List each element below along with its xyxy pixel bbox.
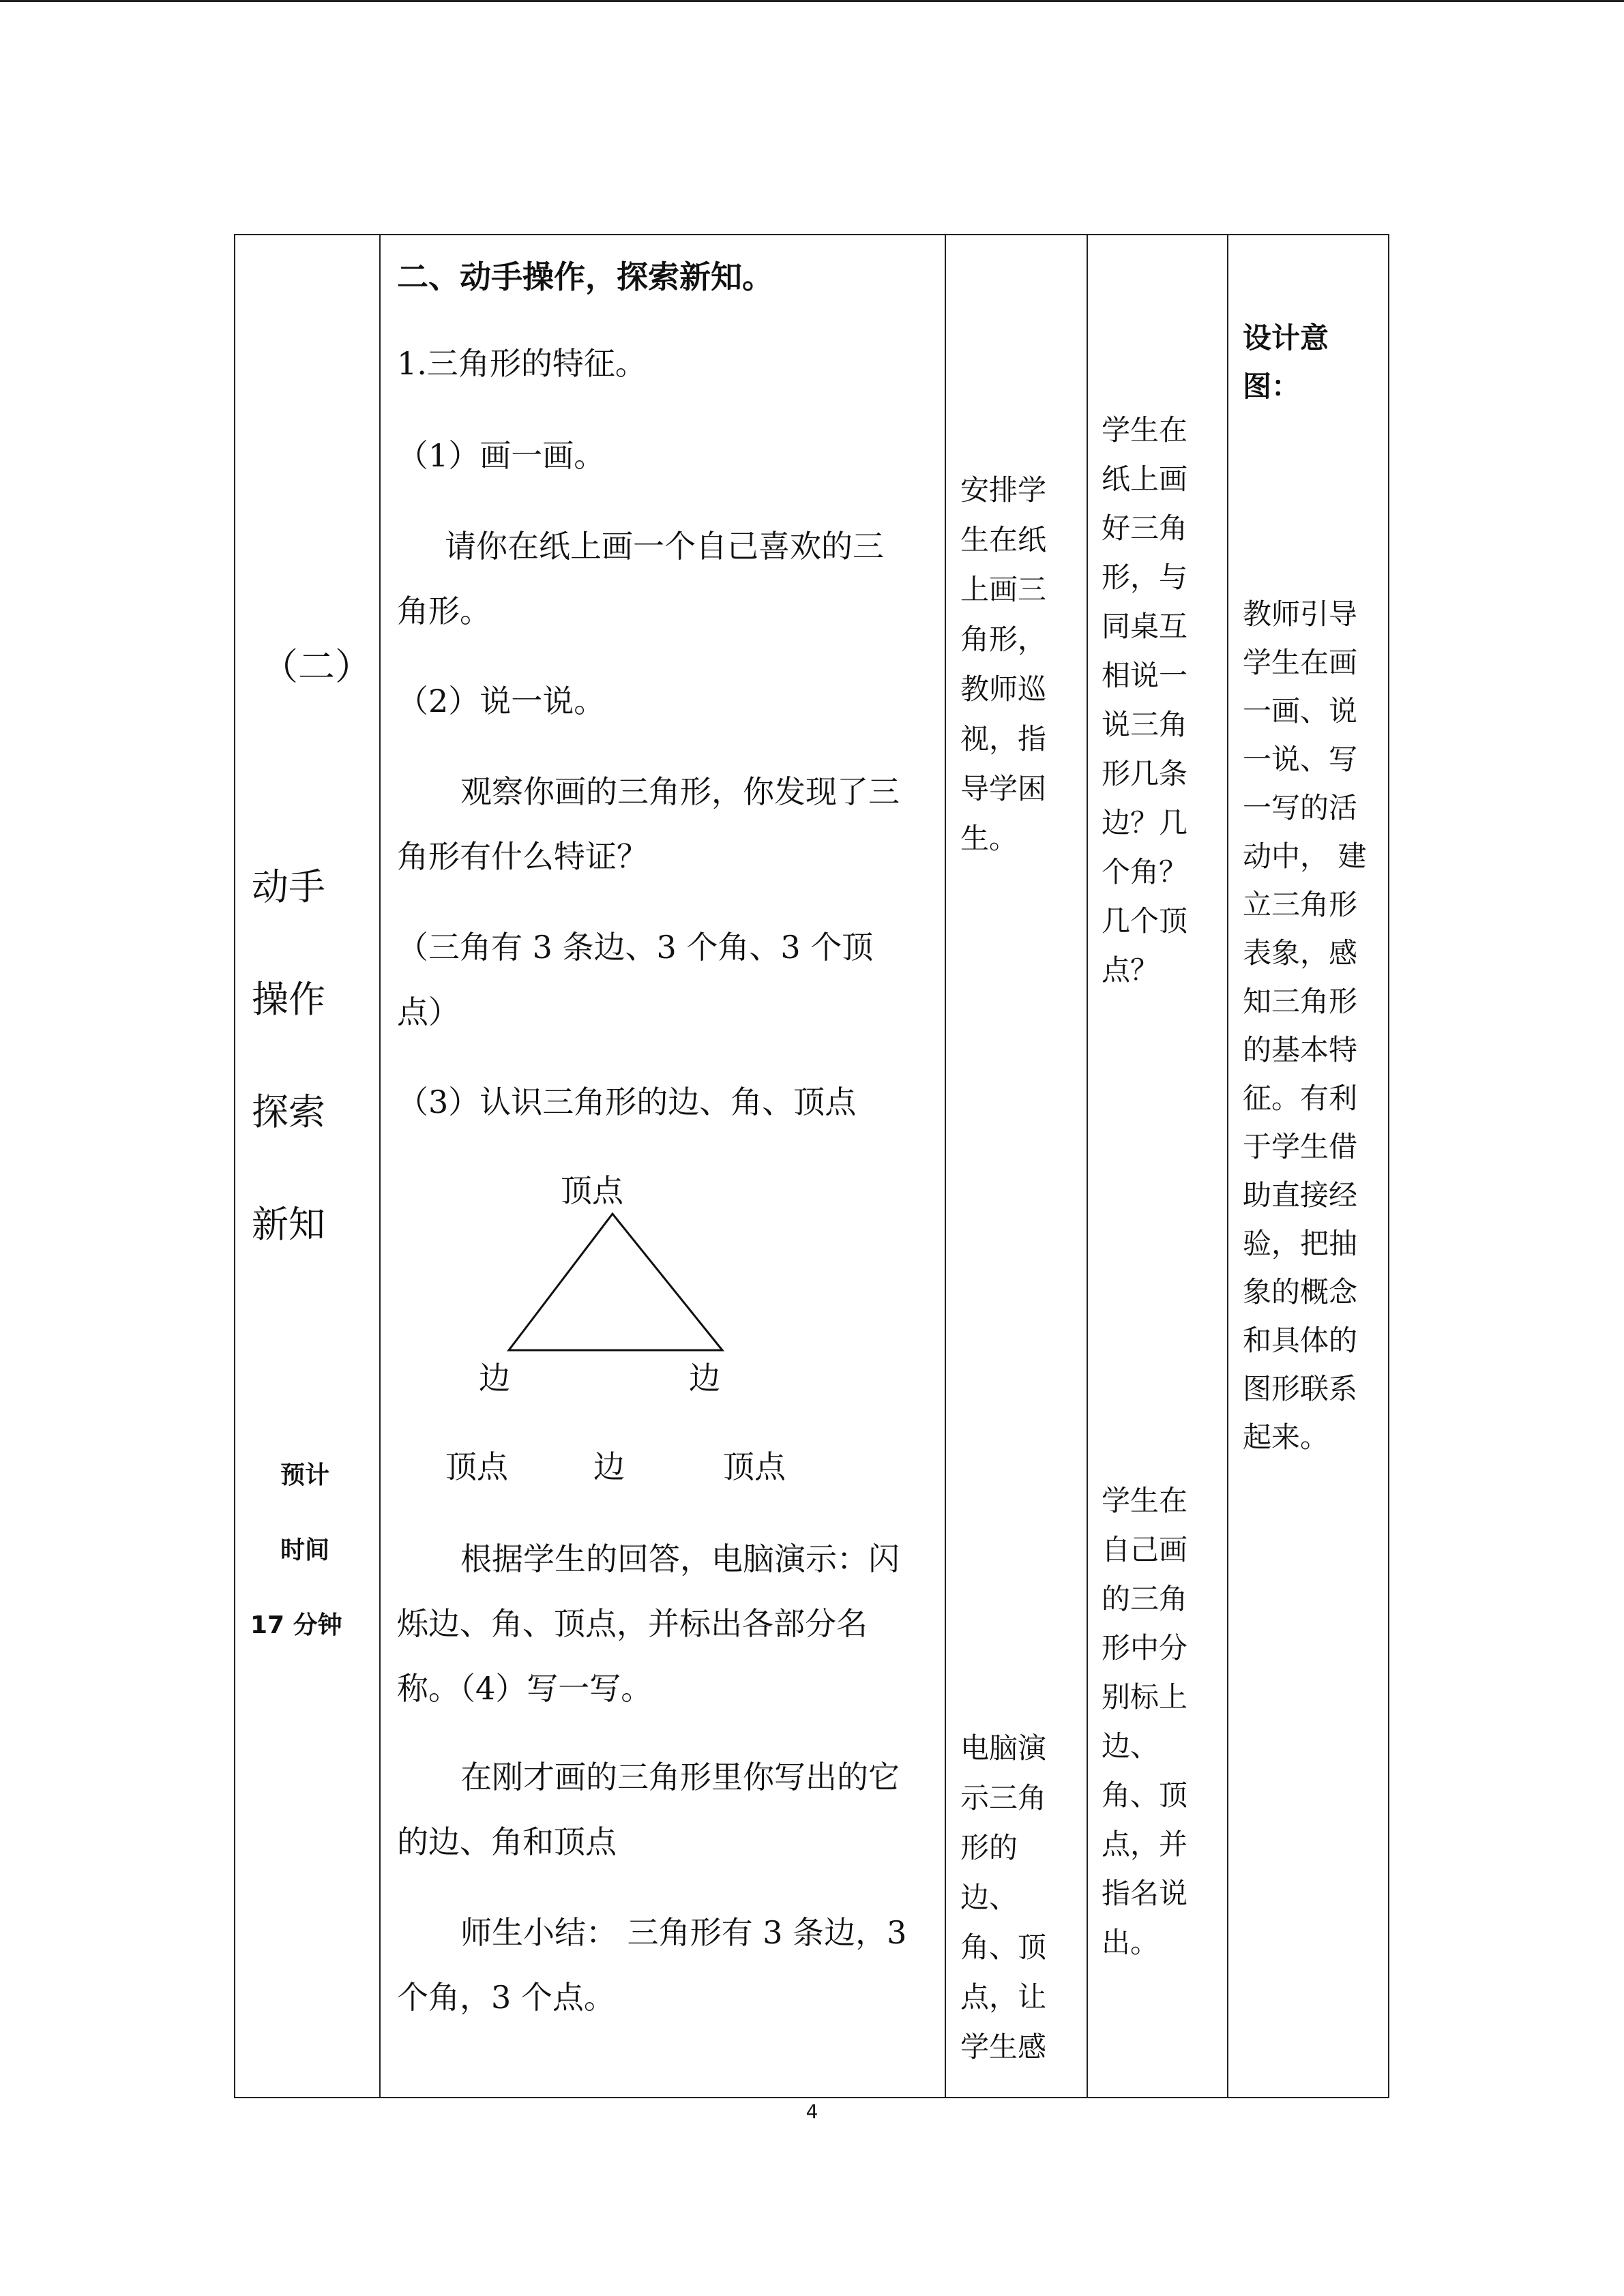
- text-line: 形的: [960, 1831, 1018, 1864]
- text-line: 一写的活: [1243, 791, 1358, 824]
- text-line: 学生感: [960, 2030, 1047, 2063]
- text-line: 设计意: [1243, 321, 1329, 355]
- teacher-activity-block: [960, 1723, 1046, 2072]
- text-line: 相说一: [1102, 659, 1188, 692]
- column-divider: [1087, 235, 1088, 2097]
- content-heading: 二、动手操作，探索新知。: [397, 258, 773, 295]
- content-paragraph: 师生小结： 三角形有 3 条边，3: [460, 1914, 907, 1951]
- text-line: 边、: [1102, 1729, 1160, 1763]
- text-line: 起来。: [1243, 1420, 1329, 1454]
- text-line: 立三角形: [1243, 888, 1358, 921]
- text-line: 边、: [960, 1881, 1018, 1914]
- content-paragraph: 角形有什么特证？: [397, 838, 648, 875]
- time-duration: 17 分钟: [250, 1611, 342, 1639]
- text-line: 征。有利: [1243, 1082, 1358, 1115]
- text-line: 动中， 建: [1243, 839, 1367, 873]
- text-line: 电脑演: [960, 1731, 1047, 1765]
- text-line: 形中分: [1102, 1631, 1188, 1665]
- text-line: 好三角: [1102, 511, 1188, 545]
- content-paragraph: （三角有 3 条边、3 个角、3 个顶: [397, 929, 874, 966]
- text-line: 示三角: [960, 1781, 1047, 1815]
- text-line: 自己画: [1102, 1533, 1188, 1566]
- text-line: 的三角: [1102, 1582, 1188, 1615]
- text-line: 和具体的: [1243, 1324, 1358, 1357]
- time-label-line: 预计: [280, 1461, 330, 1489]
- text-line: 图：: [1243, 370, 1301, 403]
- text-line: 别标上: [1102, 1680, 1188, 1714]
- content-paragraph: 个角，3 个点。: [397, 1979, 615, 2016]
- text-line: 同桌互: [1102, 610, 1188, 643]
- content-paragraph: （3）认识三角形的边、角、顶点: [397, 1084, 857, 1120]
- page-number: 4: [806, 2100, 818, 2123]
- text-line: 说三角: [1102, 708, 1188, 741]
- lesson-table: [234, 234, 1389, 2098]
- text-line: 点，让: [960, 1980, 1047, 2014]
- text-line: 几个顶: [1102, 904, 1188, 938]
- text-line: 出。: [1102, 1926, 1160, 1959]
- text-line: 教师引导: [1243, 597, 1358, 631]
- content-paragraph: （2）说一说。: [397, 683, 606, 719]
- teacher-activity-block: [960, 465, 1046, 863]
- text-line: 教师巡: [960, 672, 1047, 706]
- content-paragraph: （1）画一画。: [397, 437, 606, 474]
- content-paragraph: 1.三角形的特征。: [397, 345, 647, 382]
- design-intent-body: [1243, 590, 1366, 1461]
- text-line: 角、顶: [1102, 1778, 1188, 1812]
- stage-title-line: 动手: [252, 865, 325, 908]
- text-line: 上画三: [960, 573, 1047, 606]
- diagram-caption-edge: 边: [593, 1448, 625, 1485]
- column-divider: [379, 235, 381, 2097]
- text-line: 学生在: [1102, 413, 1188, 447]
- text-line: 视，指: [960, 722, 1047, 756]
- diagram-caption-vertex: 顶点: [445, 1448, 508, 1485]
- content-paragraph: 点）: [397, 994, 460, 1030]
- diagram-label-top-vertex: 顶点: [561, 1172, 623, 1209]
- content-paragraph: 在刚才画的三角形里你写出的它: [460, 1759, 900, 1795]
- content-paragraph: 根据学生的回答，电脑演示：闪: [460, 1540, 900, 1577]
- text-line: 角、顶: [960, 1930, 1047, 1964]
- stage-title-line: 操作: [252, 978, 325, 1021]
- text-line: 学生在: [1102, 1484, 1188, 1517]
- design-intent-heading: [1243, 314, 1329, 411]
- content-paragraph: 请你在纸上画一个自己喜欢的三: [445, 528, 884, 565]
- text-line: 于学生借: [1243, 1130, 1358, 1163]
- time-label-line: 时间: [280, 1536, 330, 1564]
- text-line: 纸上画: [1102, 462, 1188, 496]
- column-divider: [945, 235, 946, 2097]
- page-top-border: [0, 0, 1624, 2]
- diagram-caption-vertex: 顶点: [723, 1448, 786, 1485]
- text-line: 点？: [1102, 953, 1160, 987]
- diagram-label-right-edge: 边: [689, 1360, 720, 1397]
- text-line: 点，并: [1102, 1828, 1188, 1861]
- text-line: 导学困: [960, 772, 1047, 805]
- text-line: 边？几: [1102, 806, 1188, 839]
- column-divider: [1227, 235, 1228, 2097]
- text-line: 安排学: [960, 473, 1047, 507]
- stage-title-line: 探索: [252, 1090, 325, 1133]
- text-line: 一画、说: [1243, 694, 1358, 728]
- section-number: （二）: [261, 645, 372, 688]
- text-line: 图形联系: [1243, 1372, 1358, 1405]
- text-line: 生在纸: [960, 523, 1047, 556]
- text-line: 知三角形: [1243, 985, 1358, 1018]
- triangle-shape: [509, 1214, 722, 1350]
- text-line: 的基本特: [1243, 1033, 1358, 1067]
- text-line: 象的概念: [1243, 1275, 1358, 1309]
- text-line: 指名说: [1102, 1877, 1188, 1910]
- text-line: 形，与: [1102, 561, 1188, 594]
- text-line: 学生在画: [1243, 646, 1358, 679]
- text-line: 形几条: [1102, 757, 1188, 790]
- content-paragraph: 称。（4）写一写。: [397, 1670, 653, 1707]
- triangle-diagram: [501, 1173, 788, 1371]
- stage-title-line: 新知: [252, 1203, 325, 1246]
- student-activity-block: [1102, 1476, 1187, 1967]
- content-paragraph: 角形。: [397, 593, 491, 629]
- diagram-label-left-edge: 边: [479, 1360, 510, 1397]
- text-line: 角形，: [960, 623, 1047, 656]
- content-paragraph: 的边、角和顶点: [397, 1823, 617, 1860]
- text-line: 生。: [960, 822, 1018, 855]
- text-line: 助直接经: [1243, 1178, 1358, 1212]
- content-paragraph: 烁边、角、顶点，并标出各部分名: [397, 1605, 868, 1642]
- text-line: 验，把抽: [1243, 1227, 1358, 1260]
- student-activity-block: [1102, 406, 1187, 995]
- content-paragraph: 观察你画的三角形，你发现了三: [460, 773, 900, 810]
- text-line: 表象，感: [1243, 936, 1358, 970]
- text-line: 一说、写: [1243, 743, 1358, 776]
- text-line: 个角？: [1102, 855, 1188, 889]
